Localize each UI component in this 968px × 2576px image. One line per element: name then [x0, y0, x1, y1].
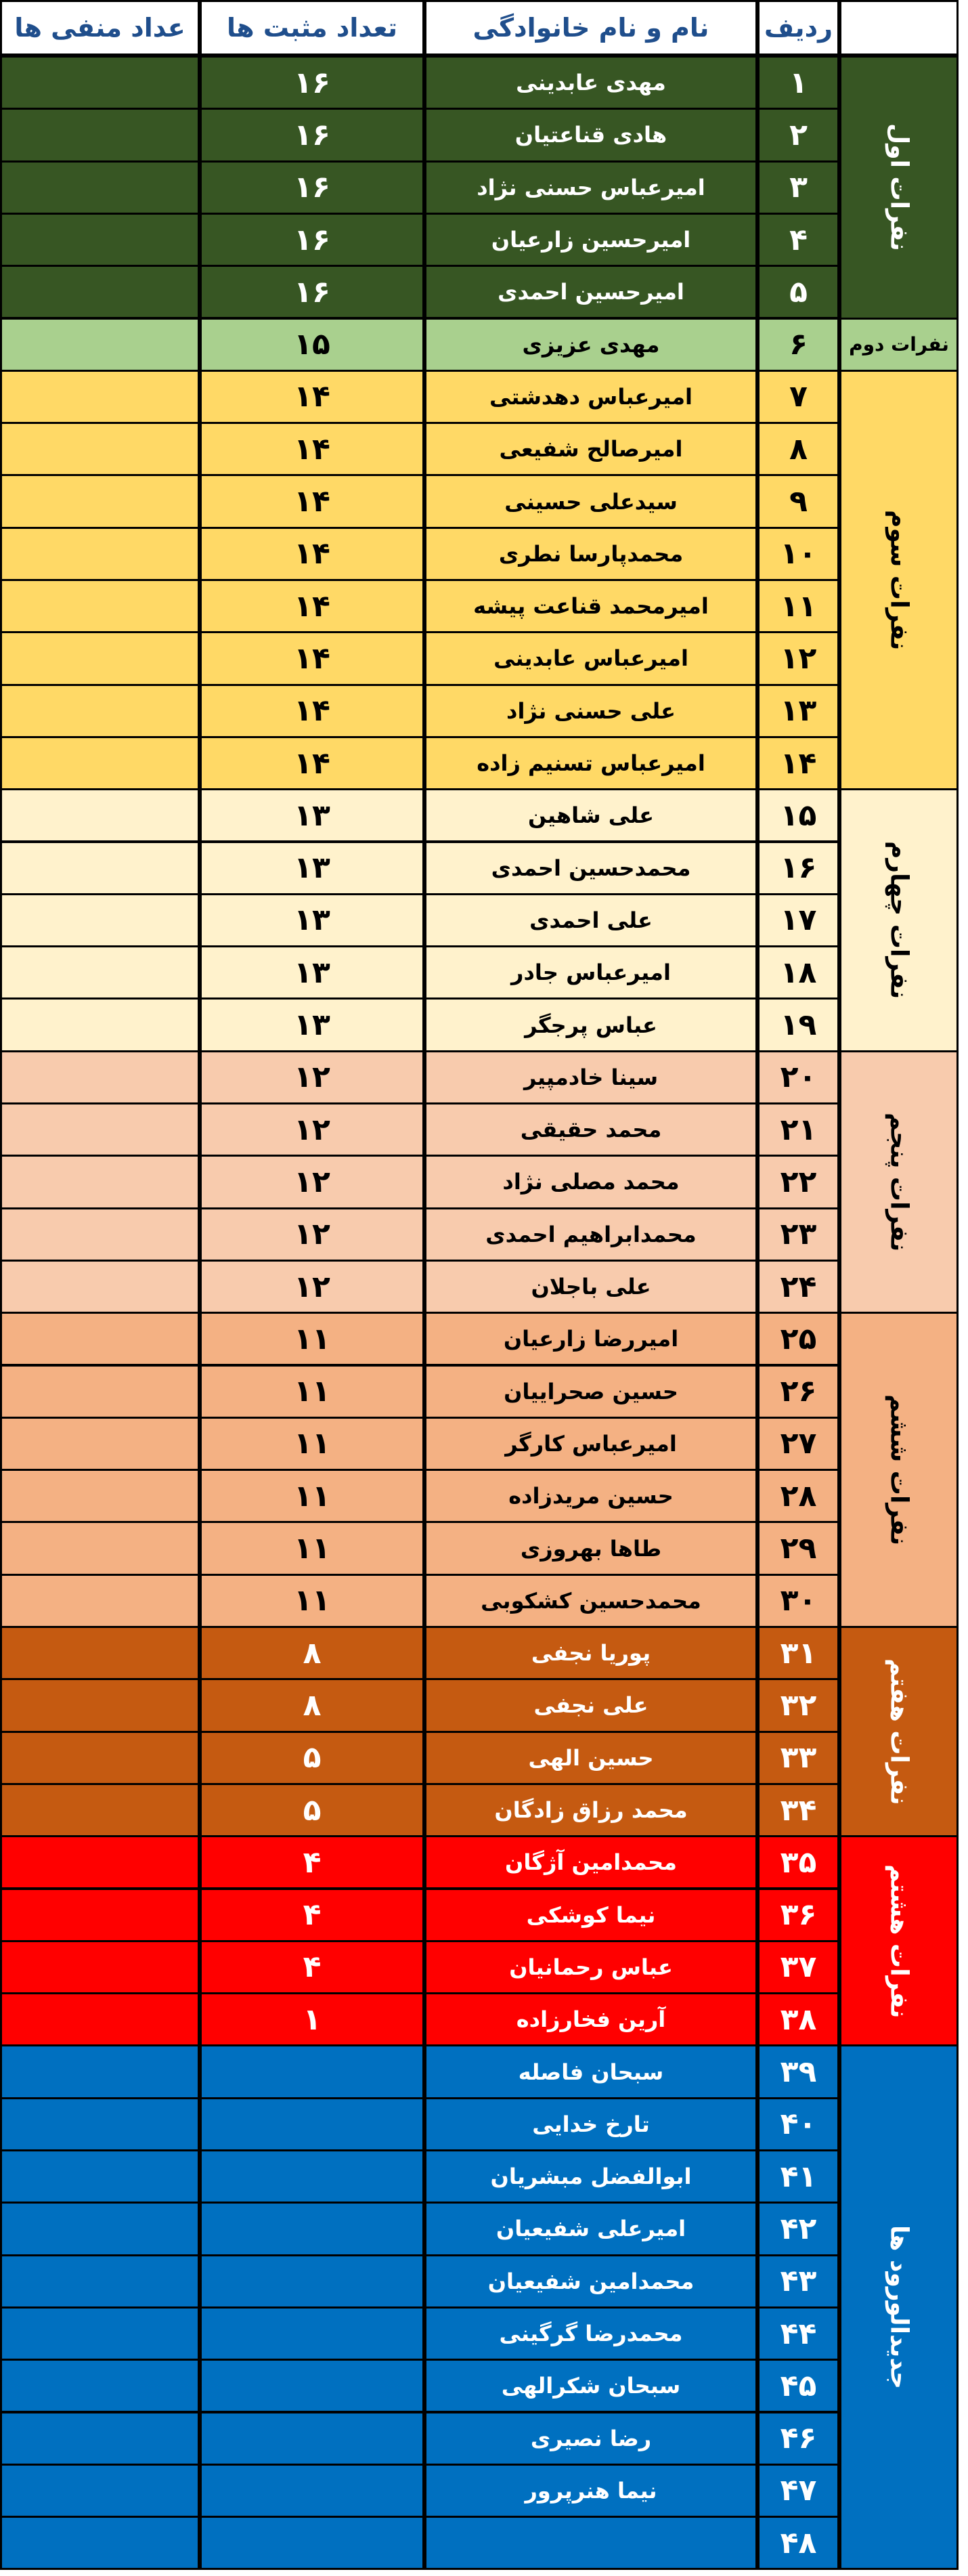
- negative-count-cell: [0, 318, 200, 372]
- row-number-cell: ۲۷: [757, 1417, 839, 1471]
- positive-count-cell: [200, 2464, 424, 2518]
- student-name-cell: امیرمحمد قناعت پیشه: [424, 579, 757, 633]
- row-number-cell: ۱: [757, 56, 839, 110]
- positive-count-cell: ۱۱: [200, 1365, 424, 1419]
- student-name-cell: ابوالفضل مبشریان: [424, 2149, 757, 2204]
- positive-count-cell: ۱۶: [200, 265, 424, 319]
- negative-count-cell: [0, 265, 200, 319]
- positive-count-cell: [200, 2411, 424, 2466]
- group-label: نفرات ششم: [839, 1312, 959, 1628]
- positive-count-cell: ۸: [200, 1678, 424, 1732]
- positive-count-cell: ۱۳: [200, 893, 424, 947]
- student-name-cell: محمدرضا گرگینی: [424, 2306, 757, 2361]
- negative-count-cell: [0, 2411, 200, 2466]
- positive-count-cell: [200, 2516, 424, 2570]
- student-name-cell: هادی قناعتیان: [424, 108, 757, 162]
- positive-count-cell: ۱۲: [200, 1102, 424, 1157]
- student-name-cell: علی شاهین: [424, 788, 757, 842]
- header-full-name: نام و نام خانوادگی: [424, 0, 757, 56]
- group-label: جدیدالورود ها: [839, 2044, 959, 2570]
- negative-count-cell: [0, 945, 200, 1000]
- positive-count-cell: ۱۲: [200, 1260, 424, 1314]
- negative-count-cell: [0, 1678, 200, 1732]
- row-number-cell: ۱۱: [757, 579, 839, 633]
- positive-count-cell: ۱۴: [200, 736, 424, 790]
- positive-count-cell: ۱۱: [200, 1312, 424, 1366]
- negative-count-cell: [0, 2044, 200, 2099]
- positive-count-cell: ۱۵: [200, 318, 424, 372]
- negative-count-cell: [0, 2202, 200, 2256]
- positive-count-cell: ۱۳: [200, 788, 424, 842]
- student-name-cell: مهدی عابدینی: [424, 56, 757, 110]
- positive-count-cell: ۱۱: [200, 1417, 424, 1471]
- student-name-cell: امیرعلی شفیعیان: [424, 2202, 757, 2256]
- row-number-cell: ۳۹: [757, 2044, 839, 2099]
- student-name-cell: حسین الهی: [424, 1731, 757, 1785]
- positive-count-cell: ۱۴: [200, 370, 424, 424]
- negative-count-cell: [0, 1835, 200, 1889]
- negative-count-cell: [0, 1888, 200, 1942]
- negative-count-cell: [0, 370, 200, 424]
- positive-count-cell: ۱۴: [200, 422, 424, 476]
- row-number-cell: ۳۲: [757, 1678, 839, 1732]
- negative-count-cell: [0, 736, 200, 790]
- positive-count-cell: [200, 2044, 424, 2099]
- positive-count-cell: ۱۳: [200, 841, 424, 895]
- row-number-cell: ۴۳: [757, 2254, 839, 2309]
- positive-count-cell: ۱۲: [200, 1050, 424, 1104]
- row-number-cell: ۲۸: [757, 1469, 839, 1523]
- negative-count-cell: [0, 1102, 200, 1157]
- student-name-cell: سینا خادمپیر: [424, 1050, 757, 1104]
- student-name-cell: نیما کوشکی: [424, 1888, 757, 1942]
- student-name-cell: محمدحسین احمدی: [424, 841, 757, 895]
- negative-count-cell: [0, 2516, 200, 2570]
- negative-count-cell: [0, 474, 200, 528]
- student-name-cell: محمدحسین کشکوبی: [424, 1574, 757, 1628]
- positive-count-cell: ۴: [200, 1940, 424, 1994]
- row-number-cell: ۳۳: [757, 1731, 839, 1785]
- negative-count-cell: [0, 1312, 200, 1366]
- negative-count-cell: [0, 108, 200, 162]
- group-label: نفرات هشتم: [839, 1835, 959, 2046]
- negative-count-cell: [0, 422, 200, 476]
- header-negative-count: عداد منفی ها: [0, 0, 200, 56]
- negative-count-cell: [0, 841, 200, 895]
- student-name-cell: محمدامین شفیعیان: [424, 2254, 757, 2309]
- negative-count-cell: [0, 1207, 200, 1262]
- student-name-cell: امیرحسین احمدی: [424, 265, 757, 319]
- negative-count-cell: [0, 631, 200, 685]
- positive-count-cell: [200, 2306, 424, 2361]
- row-number-cell: ۳۱: [757, 1626, 839, 1680]
- negative-count-cell: [0, 1626, 200, 1680]
- positive-count-cell: ۱۶: [200, 108, 424, 162]
- negative-count-cell: [0, 1992, 200, 2046]
- student-name-cell: حسین صحراییان: [424, 1365, 757, 1419]
- negative-count-cell: [0, 56, 200, 110]
- negative-count-cell: [0, 213, 200, 267]
- student-name-cell: آرین فخارزاده: [424, 1992, 757, 2046]
- row-number-cell: ۵: [757, 265, 839, 319]
- row-number-cell: ۴۲: [757, 2202, 839, 2256]
- positive-count-cell: [200, 2149, 424, 2204]
- row-number-cell: ۲۳: [757, 1207, 839, 1262]
- student-name-cell: سبحان فاصله: [424, 2044, 757, 2099]
- positive-count-cell: ۱۱: [200, 1574, 424, 1628]
- row-number-cell: ۱۹: [757, 997, 839, 1052]
- row-number-cell: ۹: [757, 474, 839, 528]
- student-name-cell: امیرعباس کارگر: [424, 1417, 757, 1471]
- negative-count-cell: [0, 1365, 200, 1419]
- student-name-cell: علی باجلان: [424, 1260, 757, 1314]
- positive-count-cell: ۱۴: [200, 527, 424, 581]
- group-label: نفرات چهارم: [839, 788, 959, 1052]
- positive-count-cell: ۱۴: [200, 579, 424, 633]
- student-name-cell: عباس پرجگر: [424, 997, 757, 1052]
- row-number-cell: ۲: [757, 108, 839, 162]
- group-label: نفرات هفتم: [839, 1626, 959, 1837]
- row-number-cell: ۲۵: [757, 1312, 839, 1366]
- positive-count-cell: ۱۱: [200, 1469, 424, 1523]
- student-name-cell: محمدامین آژگان: [424, 1835, 757, 1889]
- row-number-cell: ۴۶: [757, 2411, 839, 2466]
- negative-count-cell: [0, 1731, 200, 1785]
- negative-count-cell: [0, 1469, 200, 1523]
- student-name-cell: [424, 2516, 757, 2570]
- positive-count-cell: [200, 2359, 424, 2413]
- negative-count-cell: [0, 579, 200, 633]
- student-name-cell: امیررضا زارعیان: [424, 1312, 757, 1366]
- negative-count-cell: [0, 2359, 200, 2413]
- student-name-cell: محمد حقیقی: [424, 1102, 757, 1157]
- negative-count-cell: [0, 1155, 200, 1209]
- negative-count-cell: [0, 2306, 200, 2361]
- row-number-cell: ۱۷: [757, 893, 839, 947]
- student-name-cell: سبحان شکرالهی: [424, 2359, 757, 2413]
- row-number-cell: ۴۱: [757, 2149, 839, 2204]
- positive-count-cell: ۱۲: [200, 1207, 424, 1262]
- student-name-cell: علی حسنی نژاد: [424, 684, 757, 738]
- row-number-cell: ۶: [757, 318, 839, 372]
- student-name-cell: حسین مریدزاده: [424, 1469, 757, 1523]
- negative-count-cell: [0, 788, 200, 842]
- row-number-cell: ۷: [757, 370, 839, 424]
- student-name-cell: پوریا نجفی: [424, 1626, 757, 1680]
- row-number-cell: ۴۵: [757, 2359, 839, 2413]
- student-name-cell: امیرعباس حسنی نژاد: [424, 160, 757, 215]
- row-number-cell: ۱۸: [757, 945, 839, 1000]
- student-name-cell: محمد مصلی نژاد: [424, 1155, 757, 1209]
- positive-count-cell: [200, 2202, 424, 2256]
- negative-count-cell: [0, 1521, 200, 1575]
- row-number-cell: ۲۹: [757, 1521, 839, 1575]
- student-name-cell: محمد رزاق زادگان: [424, 1783, 757, 1837]
- student-name-cell: امیرحسین زارعیان: [424, 213, 757, 267]
- group-label: نفرات سوم: [839, 370, 959, 790]
- positive-count-cell: ۱۲: [200, 1155, 424, 1209]
- negative-count-cell: [0, 1783, 200, 1837]
- student-name-cell: امیرعباس تسنیم زاده: [424, 736, 757, 790]
- student-name-cell: امیرعباس جادر: [424, 945, 757, 1000]
- negative-count-cell: [0, 893, 200, 947]
- student-name-cell: طاها بهروزی: [424, 1521, 757, 1575]
- negative-count-cell: [0, 1417, 200, 1471]
- positive-count-cell: ۴: [200, 1835, 424, 1889]
- row-number-cell: ۴۷: [757, 2464, 839, 2518]
- student-name-cell: رضا نصیری: [424, 2411, 757, 2466]
- student-name-cell: علی نجفی: [424, 1678, 757, 1732]
- group-label: نفرات پنجم: [839, 1050, 959, 1314]
- positive-count-cell: ۱۶: [200, 160, 424, 215]
- negative-count-cell: [0, 2149, 200, 2204]
- row-number-cell: ۳۰: [757, 1574, 839, 1628]
- row-number-cell: ۱۵: [757, 788, 839, 842]
- header-row-number: ردیف: [757, 0, 839, 56]
- student-name-cell: محمدابراهیم احمدی: [424, 1207, 757, 1262]
- row-number-cell: ۴۰: [757, 2097, 839, 2151]
- negative-count-cell: [0, 684, 200, 738]
- positive-count-cell: ۴: [200, 1888, 424, 1942]
- row-number-cell: ۳۴: [757, 1783, 839, 1837]
- row-number-cell: ۳۵: [757, 1835, 839, 1889]
- student-name-cell: نیما هنرپرور: [424, 2464, 757, 2518]
- positive-count-cell: ۱۴: [200, 684, 424, 738]
- positive-count-cell: ۱۱: [200, 1521, 424, 1575]
- row-number-cell: ۱۶: [757, 841, 839, 895]
- positive-count-cell: [200, 2254, 424, 2309]
- row-number-cell: ۳: [757, 160, 839, 215]
- row-number-cell: ۲۶: [757, 1365, 839, 1419]
- negative-count-cell: [0, 2464, 200, 2518]
- row-number-cell: ۲۰: [757, 1050, 839, 1104]
- header-positive-count: تعداد مثبت ها: [200, 0, 424, 56]
- negative-count-cell: [0, 1940, 200, 1994]
- group-label: نفرات اول: [839, 56, 959, 320]
- positive-count-cell: ۱۴: [200, 474, 424, 528]
- negative-count-cell: [0, 1050, 200, 1104]
- student-name-cell: محمدپارسا نطری: [424, 527, 757, 581]
- row-number-cell: ۴۴: [757, 2306, 839, 2361]
- row-number-cell: ۱۴: [757, 736, 839, 790]
- negative-count-cell: [0, 1574, 200, 1628]
- header-group-blank: [839, 0, 959, 56]
- student-name-cell: تارخ خدایی: [424, 2097, 757, 2151]
- student-name-cell: سیدعلی حسینی: [424, 474, 757, 528]
- negative-count-cell: [0, 1260, 200, 1314]
- positive-count-cell: ۵: [200, 1783, 424, 1837]
- group-label: نفرات دوم: [839, 318, 959, 372]
- row-number-cell: ۲۱: [757, 1102, 839, 1157]
- row-number-cell: ۱۳: [757, 684, 839, 738]
- student-name-cell: عباس رحمانیان: [424, 1940, 757, 1994]
- row-number-cell: ۳۸: [757, 1992, 839, 2046]
- row-number-cell: ۳۶: [757, 1888, 839, 1942]
- row-number-cell: ۸: [757, 422, 839, 476]
- positive-count-cell: [200, 2097, 424, 2151]
- negative-count-cell: [0, 997, 200, 1052]
- student-name-cell: مهدی عزیزی: [424, 318, 757, 372]
- positive-count-cell: ۸: [200, 1626, 424, 1680]
- row-number-cell: ۲۲: [757, 1155, 839, 1209]
- row-number-cell: ۱۰: [757, 527, 839, 581]
- negative-count-cell: [0, 2254, 200, 2309]
- positive-count-cell: ۱۳: [200, 997, 424, 1052]
- row-number-cell: ۴۸: [757, 2516, 839, 2570]
- positive-count-cell: ۱۳: [200, 945, 424, 1000]
- negative-count-cell: [0, 2097, 200, 2151]
- positive-count-cell: ۱۶: [200, 56, 424, 110]
- student-name-cell: امیرعباس عابدینی: [424, 631, 757, 685]
- positive-count-cell: ۱: [200, 1992, 424, 2046]
- negative-count-cell: [0, 160, 200, 215]
- student-name-cell: امیرعباس دهدشتی: [424, 370, 757, 424]
- positive-count-cell: ۱۴: [200, 631, 424, 685]
- student-name-cell: علی احمدی: [424, 893, 757, 947]
- row-number-cell: ۳۷: [757, 1940, 839, 1994]
- row-number-cell: ۱۲: [757, 631, 839, 685]
- negative-count-cell: [0, 527, 200, 581]
- positive-count-cell: ۱۶: [200, 213, 424, 267]
- row-number-cell: ۲۴: [757, 1260, 839, 1314]
- student-name-cell: امیرصالح شفیعی: [424, 422, 757, 476]
- positive-count-cell: ۵: [200, 1731, 424, 1785]
- row-number-cell: ۴: [757, 213, 839, 267]
